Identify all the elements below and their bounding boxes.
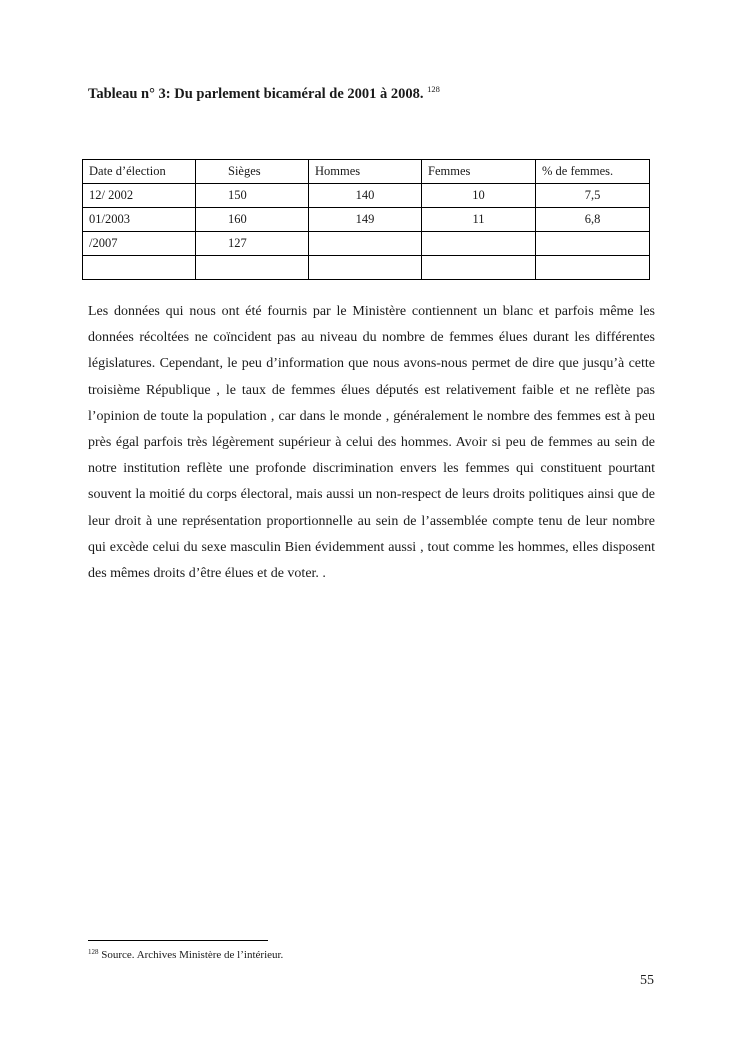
table-cell: 140 <box>309 184 422 208</box>
table-cell <box>309 232 422 256</box>
table-cell <box>83 256 196 280</box>
table-cell: /2007 <box>83 232 196 256</box>
footnote-reference[interactable]: 128 <box>427 84 440 94</box>
body-paragraph: Les données qui nous ont été fournis par le Ministère contiennent un blanc et parfois même les données récoltées ne coïncident pas au niveau du nombre de femmes élues durant les différentes législatures. Cependant, le peu d’information que nous avons-nous permet de dire que jusqu’à cette troisième République , le taux de femmes élues députés est relativement faible et ne reflète pas l’opinion de toute la population , car dans le monde , généralement le nombre des femmes est à peu près égal parfois très légèrement supérieur à celui des hommes. Avoir si peu de femmes au sein de notre institution reflète une profonde discrimination envers les femmes qui constituent pourtant souvent la moitié du corps électoral, mais aussi un non-respect de leurs droits politiques ainsi que de leur droit à une représentation proportionnelle au sein de l’assemblée compte tenu de leur nombre qui excède celui du sexe masculin Bien évidemment aussi , tout comme les hommes, elles disposent des mêmes droits d’être élues et de voter. . <box>88 304 655 582</box>
page-number: 55 <box>640 973 654 988</box>
footnote <box>88 948 283 961</box>
table-row <box>83 232 650 256</box>
footnote-number: 128 <box>88 948 99 956</box>
election-table <box>82 159 650 280</box>
table-cell: 10 <box>422 184 536 208</box>
table-cell: 12/ 2002 <box>83 184 196 208</box>
table-cell <box>536 232 650 256</box>
table-cell: 150 <box>196 184 309 208</box>
table-cell: 7,5 <box>536 184 650 208</box>
header-women-percent: % de femmes. <box>536 160 650 184</box>
table-cell: 160 <box>196 208 309 232</box>
table-cell <box>422 232 536 256</box>
footnote-text: Source. Archives Ministère de l’intérieur. <box>98 949 284 961</box>
footnote-divider <box>88 940 268 941</box>
table-cell: 11 <box>422 208 536 232</box>
page-title-text: Tableau n° 3: Du parlement bicaméral de 2001 à 2008 <box>88 86 420 102</box>
table-cell: 6,8 <box>536 208 650 232</box>
table-cell <box>309 256 422 280</box>
header-seats: Sièges <box>196 160 309 184</box>
table-row <box>83 184 650 208</box>
table-cell <box>536 256 650 280</box>
page-title <box>88 84 440 103</box>
table-cell: 127 <box>196 232 309 256</box>
table-cell <box>422 256 536 280</box>
table-row <box>83 256 650 280</box>
header-women: Femmes <box>422 160 536 184</box>
table-cell: 149 <box>309 208 422 232</box>
table-cell: 01/2003 <box>83 208 196 232</box>
page-title-suffix: . <box>419 86 424 102</box>
table-cell <box>196 256 309 280</box>
table-row <box>83 208 650 232</box>
header-men: Hommes <box>309 160 422 184</box>
header-date: Date d’élection <box>83 160 196 184</box>
table-header-row <box>83 160 650 184</box>
